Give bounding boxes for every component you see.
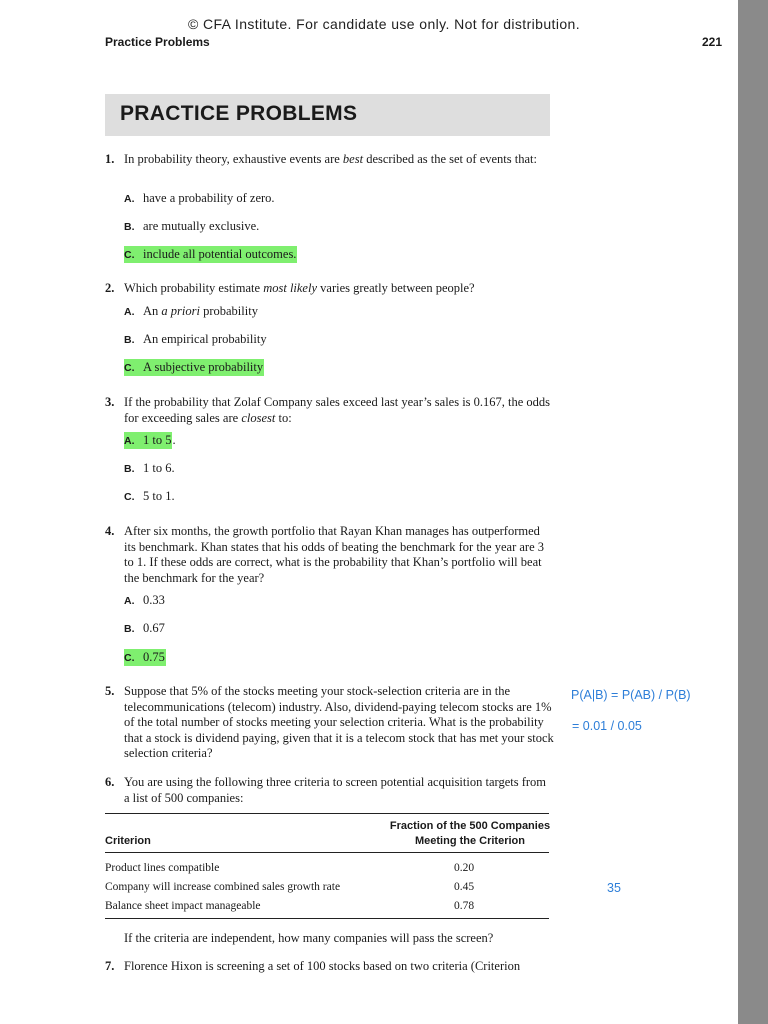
option-3a: A. 1 to 5. — [124, 433, 176, 447]
highlight-answer: C. include all potential outcomes. — [124, 247, 297, 261]
question-1 — [105, 152, 555, 184]
option-4a: A. 0.33 — [124, 593, 165, 607]
question-number: 4. — [105, 524, 115, 538]
question-number: 3. — [105, 395, 115, 409]
table-row-criterion: Balance sheet impact manageable — [105, 900, 261, 912]
option-2b: B. An empirical probability — [124, 332, 267, 346]
question-5 — [105, 684, 555, 762]
scrollbar-gutter — [738, 0, 768, 1024]
section-title: PRACTICE PROBLEMS — [120, 102, 358, 125]
highlight-answer: A. 1 to 5 — [124, 433, 172, 447]
copyright-watermark: © CFA Institute. For candidate use only. Not for distribution. — [187, 16, 581, 32]
table-row-fraction: 0.45 — [453, 881, 475, 893]
question-6-followup: If the criteria are independent, how many companies will pass the screen? — [124, 931, 494, 945]
option-1a: A. have a probability of zero. — [124, 191, 275, 205]
table-row-criterion: Product lines compatible — [105, 862, 220, 874]
annotation-calc: = 0.01 / 0.05 — [572, 719, 642, 733]
option-3c: C. 5 to 1. — [124, 489, 175, 503]
question-7 — [105, 959, 555, 975]
question-text: In probability theory, exhaustive events are best described as the set of events that: — [124, 152, 537, 166]
table-bottom-rule — [105, 918, 549, 919]
section-title-band — [105, 94, 550, 136]
question-text: After six months, the growth portfolio that Rayan Khan manages has outperformed its benchmark. Khan states that his odds of beating the benchmark for the year are 3 to 1. If these odds are correct, what is the probability that Khan’s portfolio will beat the benchmark for the year? — [124, 524, 545, 585]
table-row-fraction: 0.20 — [453, 862, 475, 874]
option-1c — [124, 247, 297, 264]
question-2 — [105, 281, 555, 297]
question-6 — [105, 775, 555, 807]
highlight-answer: C. 0.75 — [124, 650, 165, 664]
col-header-fraction: Fraction of the 500 Companies Meeting the Criterion — [389, 820, 551, 847]
question-number: 5. — [105, 684, 115, 698]
option-2c — [124, 360, 264, 377]
question-text: Which probability estimate most likely varies greatly between people? — [124, 281, 475, 295]
table-row-criterion: Company will increase combined sales growth rate — [105, 881, 341, 893]
question-number: 6. — [105, 775, 115, 789]
option-2a: A. An a priori probability — [124, 304, 258, 318]
question-number: 2. — [105, 281, 115, 295]
table-row-fraction: 0.78 — [453, 900, 475, 912]
question-4 — [105, 524, 555, 586]
col-header-criterion: Criterion — [105, 835, 151, 847]
option-3b: B. 1 to 6. — [124, 461, 175, 475]
option-4c — [124, 650, 166, 667]
annotation-formula: P(A|B) = P(AB) / P(B) — [571, 688, 691, 702]
question-number: 7. — [105, 959, 115, 973]
option-4b: B. 0.67 — [124, 621, 165, 635]
question-text: Suppose that 5% of the stocks meeting your stock-selection criteria are in the telecommunications (telecom) industry. Also, dividend-paying telecom stocks are 1% of the total number of stocks meeting your selection criteria. What is the probability that a stock is dividend paying, given that it is a telecom stock that has met your stock selection criteria? — [124, 684, 554, 760]
option-1b: B. are mutually exclusive. — [124, 219, 260, 233]
annotation-answer: 35 — [607, 881, 621, 895]
question-3 — [105, 395, 555, 427]
table-header-rule — [105, 852, 549, 853]
question-text: You are using the following three criteria to screen potential acquisition targets from a list of 500 companies: — [124, 775, 546, 805]
page-number: 221 — [701, 35, 722, 49]
question-text: Florence Hixon is screening a set of 100 stocks based on two criteria (Criterion — [124, 959, 521, 973]
question-number: 1. — [105, 152, 115, 166]
question-text: If the probability that Zolaf Company sales exceed last year’s sales is 0.167, the odds for exceeding sales are closest to: — [124, 395, 551, 425]
highlight-answer: C. A subjective probability — [124, 360, 264, 374]
running-head: Practice Problems — [105, 35, 210, 49]
table-top-rule — [105, 813, 549, 814]
